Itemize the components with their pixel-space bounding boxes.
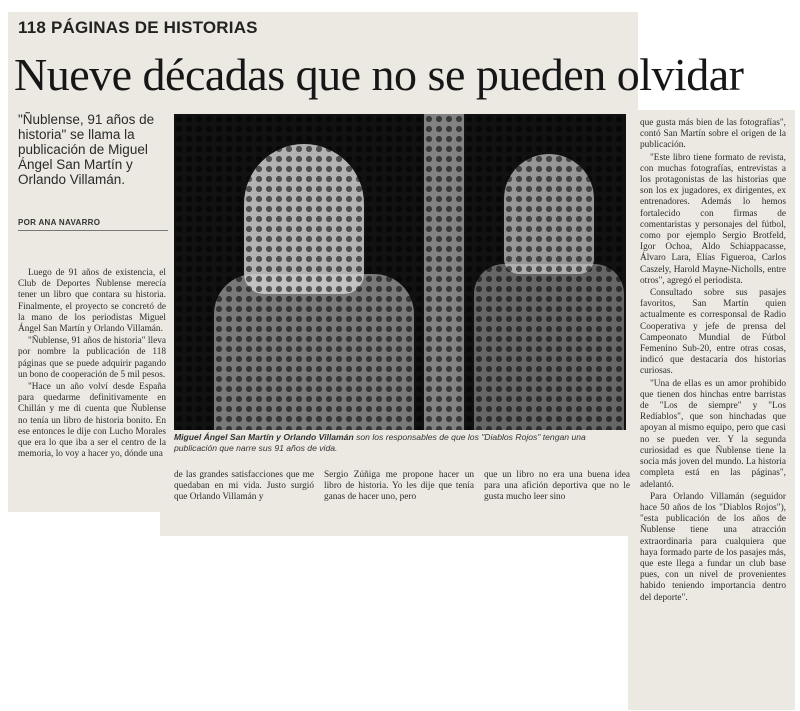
paragraph: Consultado sobre sus pasajes favoritos, San Martín quien actualmente es corresponsal de Radio Cooperativa y jefe de prensa del Campeonato Mundial de Fútbol Femenino Sub-20, entre otras cosas, indicó que destacaría dos historias curiosas. <box>640 288 786 377</box>
paragraph: que gusta más bien de las fotografías", contó San Martín sobre el origen de la publicación. <box>640 118 786 151</box>
paragraph: de las grandes satisfacciones que me quedaban en mi vida. Justo surgió que Orlando Villamán y <box>174 470 314 503</box>
section-label: 118 PÁGINAS DE HISTORIAS <box>18 18 258 37</box>
paragraph: Luego de 91 años de existencia, el Club de Deportes Ñublense merecía tener un libro que contara su historia. Finalmente, el proyecto se concretó de la mano de los periodistas Miguel Ángel San Martín y Orlando Villamán. <box>18 268 166 335</box>
article-photo <box>174 114 626 430</box>
article-column-3 <box>324 470 474 505</box>
photo-caption <box>174 432 626 453</box>
caption-names: Miguel Ángel San Martín y Orlando Villamán <box>174 432 354 442</box>
paragraph: "Ñublense, 91 años de historia" lleva por nombre la publicación de 118 páginas que se puede adquirir pagando un bono de cooperación de 5 mil pesos. <box>18 336 166 380</box>
caption-text: son los responsables de que los "Diablos Rojos" tengan una publicación que narre sus 91 años de vida. <box>174 432 586 453</box>
headline: Nueve décadas que no se pueden olvidar <box>14 49 744 100</box>
article-column-5 <box>640 118 786 605</box>
paragraph: que un libro no era una buena idea para una afición deportiva que no le gusta mucho leer sino <box>484 470 630 503</box>
article-column-2 <box>174 470 314 505</box>
paragraph: Sergio Zúñiga me propone hacer un libro de historia. Yo les dije que tenía ganas de hacer uno, pero <box>324 470 474 503</box>
article-column-4 <box>484 470 630 505</box>
paragraph: "Hace un año volví desde España para quedarme definitivamente en Chillán y me di cuenta que Ñublense no tenía un libro de historia bonito. En ese entonces le dije con Lucho Morales que era lo que iba a ser el centro de la memoria, lo voy a hacer yo, dónde una <box>18 382 166 460</box>
paragraph: Para Orlando Villamán (seguidor hace 50 años de los "Diablos Rojos"), "esta publicación de los años de Ñublense tiene una atracción extraordinaria para cualquiera que haya formado parte de los pasajes más, que este llega a fundar un club base pues, con un nivel de provenientes habido teniendo importancia dentro del deporte". <box>640 491 786 603</box>
lede: "Ñublense, 91 años de historia" se llama la publicación de Miguel Ángel San Martín y Orlando Villamán. <box>18 112 155 187</box>
photo-halftone <box>174 114 626 430</box>
paragraph: "Una de ellas es un amor prohibido que tienen dos hinchas entre barristas de "Los de siempre" y "Los Redíablos", que son hinchadas que apoyan al mismo equipo, pero que casi no se pueden ver. Y la segunda curiosidad es que Ñublense tiene la socia más joven del mundo. La historia completa está en las páginas", adelantó. <box>640 378 786 490</box>
paragraph: "Este libro tiene formato de revista, con muchas fotografías, entrevistas a los protagonistas de las historias que son los ex jugadores, ex dirigentes, ex entrenadores. Además lo hemos fortalecido con firmas de comentaristas y personajes del fútbol, como por ejemplo Sergio Brotfeld, Igor Ochoa, Aldo Schiappacasse, Álvaro Lara, Elías Figueroa, Carlos Caszely, Harold Mayne-Nicholls, entre otros", agregó el periodista. <box>640 152 786 286</box>
article-column-1 <box>18 268 166 461</box>
byline: POR ANA NAVARRO <box>18 218 168 231</box>
